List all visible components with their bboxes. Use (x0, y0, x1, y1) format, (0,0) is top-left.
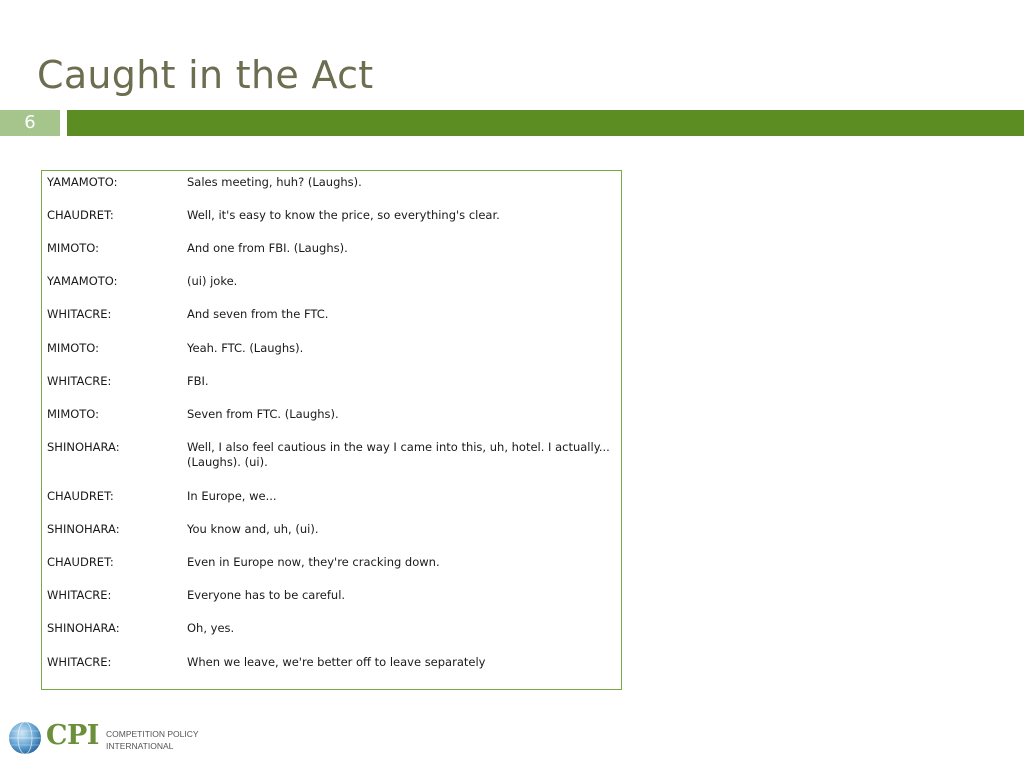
spoken-line: And one from FBI. (Laughs). (187, 241, 348, 255)
speaker-name: WHITACRE: (47, 588, 112, 602)
slide-number: 6 (0, 110, 60, 136)
logo-subtitle (106, 728, 199, 752)
title-bar (0, 110, 1024, 136)
speaker-name: CHAUDRET: (47, 489, 114, 503)
spoken-line: You know and, uh, (ui). (187, 522, 319, 536)
speaker-name: SHINOHARA: (47, 522, 120, 536)
cpi-logo (8, 718, 268, 764)
spoken-line: Well, I also feel cautious in the way I came into this, uh, hotel. I actually... (Laughs). (ui). (187, 440, 610, 469)
logo-text: CPI (46, 720, 99, 751)
speaker-name: MIMOTO: (47, 407, 100, 421)
speaker-name: SHINOHARA: (47, 621, 120, 635)
speaker-name: CHAUDRET: (47, 208, 114, 222)
spoken-line: Everyone has to be careful. (187, 588, 346, 602)
spoken-line: In Europe, we... (187, 489, 277, 503)
accent-strip (67, 110, 1024, 136)
globe-icon (8, 721, 42, 755)
speaker-name: MIMOTO: (47, 241, 100, 255)
speaker-name: WHITACRE: (47, 655, 112, 669)
speaker-name: CHAUDRET: (47, 555, 114, 569)
spoken-line: (ui) joke. (187, 274, 238, 288)
spoken-line: Even in Europe now, they're cracking down. (187, 555, 440, 569)
speaker-name: WHITACRE: (47, 374, 112, 388)
slide-title: Caught in the Act (37, 53, 374, 97)
spoken-line: FBI. (187, 374, 209, 388)
speaker-name: YAMAMOTO: (47, 175, 118, 189)
spoken-line: Seven from FTC. (Laughs). (187, 407, 339, 421)
spoken-line: And seven from the FTC. (187, 307, 329, 321)
spoken-line: Oh, yes. (187, 621, 235, 635)
spoken-line: Sales meeting, huh? (Laughs). (187, 175, 362, 189)
logo-subtitle-line2: INTERNATIONAL (106, 741, 174, 751)
speaker-name: WHITACRE: (47, 307, 112, 321)
spoken-line: When we leave, we're better off to leave separately (187, 655, 486, 669)
speaker-name: SHINOHARA: (47, 440, 120, 454)
logo-subtitle-line1: COMPETITION POLICY (106, 729, 199, 739)
spoken-line: Well, it's easy to know the price, so everything's clear. (187, 208, 500, 222)
spoken-line: Yeah. FTC. (Laughs). (187, 341, 304, 355)
transcript-box (41, 170, 622, 690)
speaker-name: MIMOTO: (47, 341, 100, 355)
speaker-name: YAMAMOTO: (47, 274, 118, 288)
